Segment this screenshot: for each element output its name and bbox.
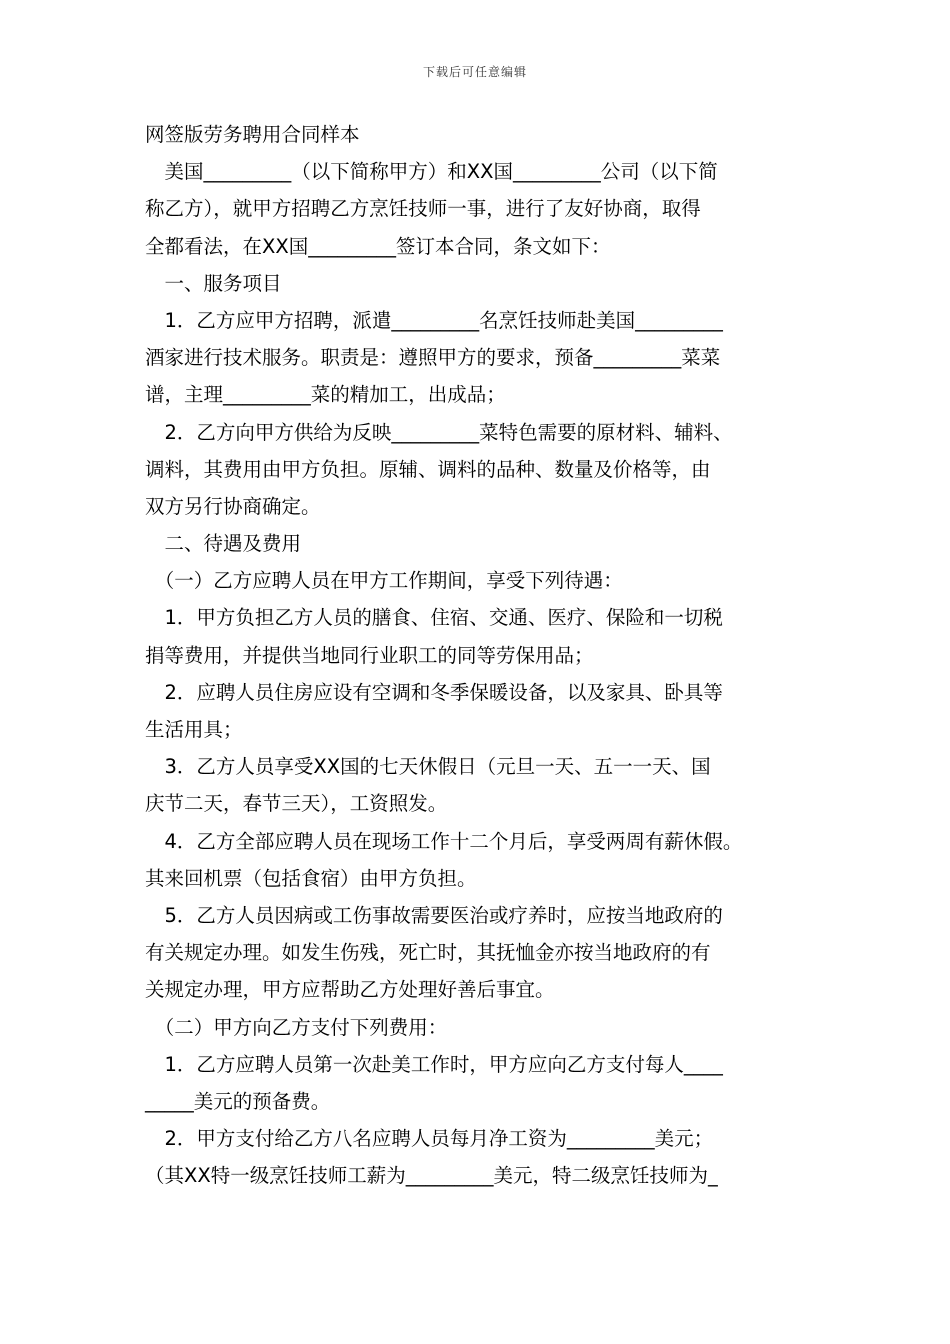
paragraph-line: 5．乙方人员因病或工伤事故需要医治或疗养时，应按当地政府的 bbox=[145, 903, 723, 927]
subsection-heading: （一）乙方应聘人员在甲方工作期间，享受下列待遇： bbox=[145, 569, 623, 593]
paragraph-line: （其XX特一级烹饪技师工薪为_________美元，特二级烹饪技师为_ bbox=[145, 1164, 718, 1188]
paragraph-line: 庆节二天，春节三天），工资照发。 bbox=[145, 792, 448, 816]
paragraph-line: 其来回机票（包括食宿）由甲方负担。 bbox=[145, 866, 477, 890]
paragraph-line: 调料，其费用由甲方负担。原辅、调料的品种、数量及价格等，由 bbox=[145, 457, 711, 481]
paragraph-line: 捐等费用，并提供当地同行业职工的同等劳保用品； bbox=[145, 643, 594, 667]
paragraph-line: 1．乙方应甲方招聘，派遣_________名烹饪技师赴美国_________ bbox=[145, 308, 723, 332]
paragraph-line: 生活用具； bbox=[145, 718, 243, 741]
section-heading: 一、服务项目 bbox=[145, 271, 282, 295]
paragraph-line: 有关规定办理。如发生伤残，死亡时，其抚恤金亦按当地政府的有 bbox=[145, 941, 711, 965]
page-header-note: 下载后可任意编辑 bbox=[422, 65, 527, 79]
paragraph-line: 4．乙方全部应聘人员在现场工作十二个月后，享受两周有薪休假。 bbox=[145, 829, 743, 853]
paragraph-line: 1．乙方应聘人员第一次赴美工作时，甲方应向乙方支付每人____ bbox=[145, 1052, 723, 1076]
paragraph-line: 双方另行协商确定。 bbox=[145, 494, 321, 518]
paragraph-line: 酒家进行技术服务。职责是：遵照甲方的要求，预备_________菜菜 bbox=[145, 346, 721, 370]
document-title: 网签版劳务聘用合同样本 bbox=[145, 123, 360, 146]
paragraph-line: 全都看法，在XX国_________签订本合同，条文如下： bbox=[145, 234, 611, 258]
paragraph-line: 关规定办理，甲方应帮助乙方处理好善后事宜。 bbox=[145, 978, 555, 1002]
paragraph-line: 美国_________（以下简称甲方）和XX国_________公司（以下简 bbox=[145, 160, 718, 184]
paragraph-line: 1．甲方负担乙方人员的膳食、住宿、交通、医疗、保险和一切税 bbox=[145, 606, 723, 630]
paragraph-line: 谱，主理_________菜的精加工，出成品； bbox=[145, 383, 506, 407]
paragraph-line: 称乙方），就甲方招聘乙方烹饪技师一事，进行了友好协商，取得 bbox=[145, 197, 701, 221]
document-body bbox=[145, 116, 825, 1194]
section-heading: 二、待遇及费用 bbox=[145, 532, 302, 556]
paragraph-line: 2．应聘人员住房应设有空调和冬季保暖设备，以及家具、卧具等 bbox=[145, 680, 723, 704]
paragraph-line: 3．乙方人员享受XX国的七天休假日（元旦一天、五一一天、国 bbox=[145, 755, 711, 779]
paragraph-line: _____美元的预备费。 bbox=[145, 1089, 331, 1113]
paragraph-line: 2．乙方向甲方供给为反映_________菜特色需要的原材料、辅料、 bbox=[145, 420, 733, 444]
paragraph-line: 2．甲方支付给乙方八名应聘人员每月净工资为_________美元； bbox=[145, 1127, 714, 1151]
subsection-heading: （二）甲方向乙方支付下列费用： bbox=[145, 1015, 448, 1039]
